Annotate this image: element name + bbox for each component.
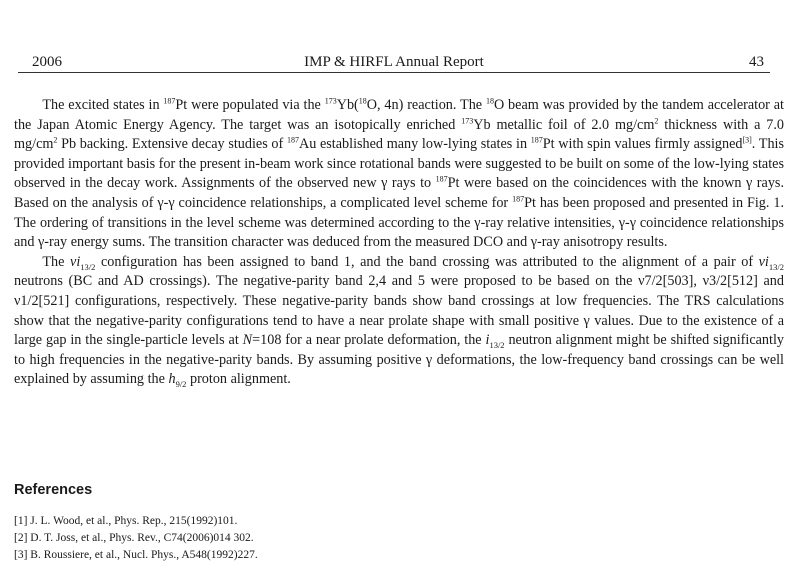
paragraph-1: The excited states in $^{187}$Pt were populated via the $^{173}$Yb($^{18}$O, 4n) reaction. The $^{18}$O beam was provided by the tandem accelerator at the Japan Atomic Energy Agency. The target was an isotopically enriched $^{173}$Yb metallic foil of 2.0 $mg/cm^2$ thickness with a 7.0 $mg/cm^2$ Pb backing. Extensive decay studies of $^{187}$Au established many low-lying states in $^{187}$Pt with spin values firmly assigned[3]. This provided important basis for the present in-beam work since rotational bands were suggested to be built on some of the low-lying states observed in the decay work. Assignments of the observed new γ rays to $^{187}$Pt were based on the coincidences with the known γ rays. Based on the analysis of γ-γ coincidence relationships, a complicated level scheme for $^{187}$Pt has been proposed and presented in Fig. 1. The ordering of transitions in the level scheme was determined according to the γ-ray relative intensities, γ-γ coincidence relationships and γ-ray energy sums. The transition character was deduced from the measured DCO and γ-ray anisotropy results. [14,96,785,251]
citation-3: [3] [742,135,752,145]
reference-item: [1] J. L. Wood, et al., Phys. Rep., 215(1992)101. [14,515,238,527]
article-body [14,96,784,390]
paragraph-2: The $\nu i_{13/2}$ configuration has been assigned to band 1, and the band crossing was attributed to the alignment of a pair of $\nu i_{13/2}$ neutrons (BC and AD crossings). The negative-parity band 2,4 and 5 were proposed to be based on the ν7/2[503], ν3/2[512] and ν1/2[521] configurations, respectively. These negative-parity bands show band crossings at low frequencies. The TRS calculations show that the negative-parity configurations tend to have a near prolate shape with small positive γ values. Due to the existence of a large gap in the single-particle levels at N=108 for a near prolate deformation, the $i_{13/2}$ neutron alignment might be shifted significantly to high frequencies in the negative-parity bands. By assuming positive γ deformations, the low-frequency band crossings can be well explained by assuming the $h_{9/2}$ proton alignment. [14,253,784,390]
header-page-number: 43 [749,54,764,70]
references-heading: References [14,482,93,498]
reference-list [14,513,774,564]
reference-item: [3] B. Roussiere, et al., Nucl. Phys., A548(1992)227. [14,549,258,561]
reference-item: [2] D. T. Joss, et al., Phys. Rev., C74(2006)014 302. [14,532,254,544]
running-header [18,48,770,73]
header-year: 2006 [32,54,62,70]
header-title: IMP & HIRFL Annual Report [304,54,484,70]
